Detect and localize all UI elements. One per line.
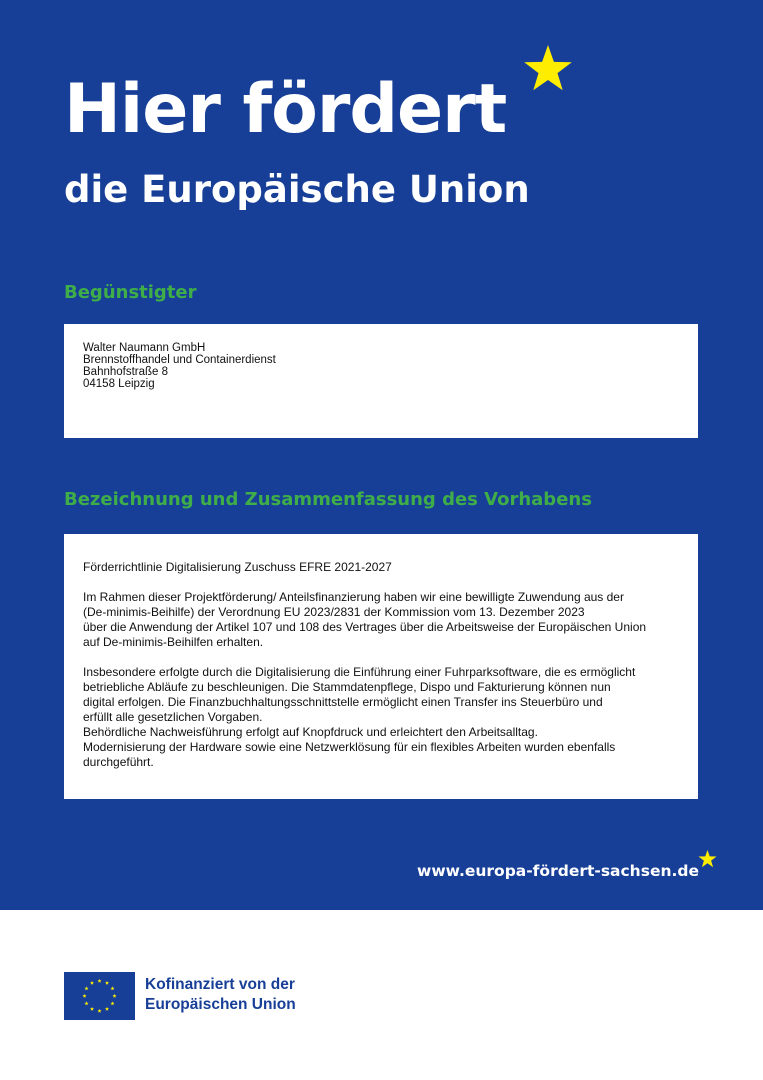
summary-line: Im Rahmen dieser Projektförderung/ Anteilsfinanzierung haben wir eine bewilligte Zuwendung aus der — [83, 590, 624, 604]
eu-flag-icon — [64, 972, 135, 1020]
summary-line: über die Anwendung der Artikel 107 und 108 des Vertrages über die Arbeitsweise der Europäischen Union — [83, 620, 647, 634]
summary-line: betriebliche Abläufe zu beschleunigen. Die Stammdatenpflege, Dispo und Fakturierung können nun — [83, 680, 611, 694]
beneficiary-business: Brennstoffhandel und Containerdienst — [83, 354, 276, 366]
summary-line: Modernisierung der Hardware sowie eine Netzwerklösung für ein flexibles Arbeiten wurden ebenfalls — [83, 740, 616, 754]
summary-line: auf De-minimis-Beihilfen erhalten. — [83, 635, 264, 649]
summary-line: Behördliche Nachweisführung erfolgt auf Knopfdruck und erleichtert den Arbeitsalltag. — [83, 725, 538, 739]
beneficiary-city: 04158 Leipzig — [83, 378, 155, 390]
beneficiary-company: Walter Naumann GmbH — [83, 342, 206, 354]
beneficiary-box — [64, 324, 698, 438]
summary-line: erfüllt alle gesetzlichen Vorgaben. — [83, 710, 263, 724]
headline: Hier fördert — [64, 70, 507, 149]
summary-line: digital erfolgen. Die Finanzbuchhaltungsschnittstelle ermöglicht einen Transfer ins Steuerbüro und — [83, 695, 603, 709]
project-title: Bezeichnung und Zusammenfassung des Vorhabens — [64, 489, 592, 510]
summary-line: durchgeführt. — [83, 755, 154, 769]
star-icon — [698, 850, 717, 869]
website-link[interactable]: www.europa-fördert-sachsen.de — [417, 862, 699, 880]
cofinanced-label — [145, 975, 296, 1015]
project-summary-box — [64, 534, 698, 799]
program-name: Förderrichtlinie Digitalisierung Zuschuss EFRE 2021-2027 — [83, 560, 392, 574]
subhead: die Europäische Union — [64, 168, 530, 211]
beneficiary-street: Bahnhofstraße 8 — [83, 366, 169, 378]
summary-line: Insbesondere erfolgte durch die Digitalisierung die Einführung einer Fuhrparksoftware, die es ermöglicht — [83, 665, 636, 679]
cofinanced-line-2: Europäischen Union — [145, 996, 296, 1013]
summary-line: (De-minimis-Beihilfe) der Verordnung EU 2023/2831 der Kommission vom 13. Dezember 2023 — [83, 605, 585, 619]
star-icon — [523, 45, 573, 95]
beneficiary-title: Begünstigter — [64, 282, 197, 303]
cofinanced-line-1: Kofinanziert von der — [145, 976, 295, 993]
